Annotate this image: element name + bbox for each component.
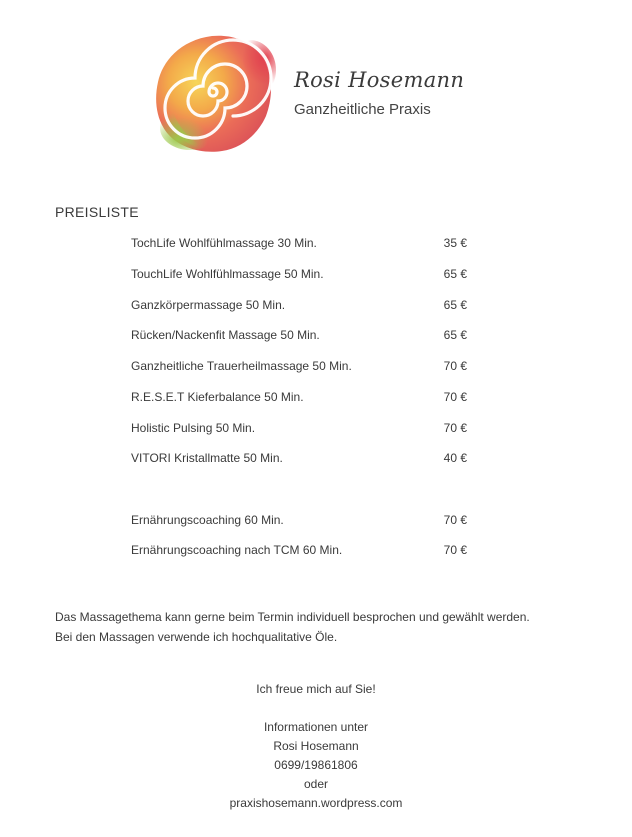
price-row [131,267,467,287]
service-name: Rücken/Nackenfit Massage 50 Min. [131,328,320,342]
service-name: Ernährungscoaching nach TCM 60 Min. [131,543,343,557]
service-price: 40 € [443,451,467,465]
contact-name: Rosi Hosemann [273,739,359,753]
service-price: 65 € [443,328,467,342]
contact-block [0,718,632,813]
service-price: 65 € [443,267,467,281]
brand-name: Rosi Hosemann [294,68,465,92]
closing-text: Ich freue mich auf Sie! [256,682,376,696]
service-name: TouchLife Wohlfühlmassage 50 Min. [131,267,324,281]
price-row [131,421,467,441]
price-row [131,298,467,318]
contact-phone: 0699/19861806 [274,758,358,772]
note-line: Das Massagethema kann gerne beim Termin individuell besprochen und gewählt werden. [55,610,530,624]
price-row [131,451,467,471]
price-list-title: PREISLISTE [55,204,139,220]
contact-or: oder [303,777,329,791]
service-price: 65 € [443,298,467,312]
service-price: 70 € [443,390,467,404]
brand-subtitle: Ganzheitliche Praxis [294,101,431,118]
note-line: Bei den Massagen verwende ich hochqualitative Öle. [55,630,338,644]
service-price: 70 € [443,543,467,557]
service-name: VITORI Kristallmatte 50 Min. [131,451,283,465]
service-price: 70 € [443,421,467,435]
service-name: TochLife Wohlfühlmassage 30 Min. [131,236,317,250]
service-name: R.E.S.E.T Kieferbalance 50 Min. [131,390,304,404]
price-row [131,543,467,563]
price-row [131,359,467,379]
service-name: Ganzheitliche Trauerheilmassage 50 Min. [131,359,352,373]
price-row [131,513,467,533]
contact-website: praxishosemann.wordpress.com [229,796,403,810]
service-price: 70 € [443,513,467,527]
watercolor-spiral-logo-icon [150,30,276,156]
service-price: 35 € [443,236,467,250]
service-price: 70 € [443,359,467,373]
price-row [131,236,467,256]
service-name: Ernährungscoaching 60 Min. [131,513,284,527]
price-row [131,328,467,348]
contact-heading: Informationen unter [263,720,369,734]
service-name: Holistic Pulsing 50 Min. [131,421,256,435]
service-name: Ganzkörpermassage 50 Min. [131,298,286,312]
info-note [55,607,530,647]
price-row [131,390,467,410]
